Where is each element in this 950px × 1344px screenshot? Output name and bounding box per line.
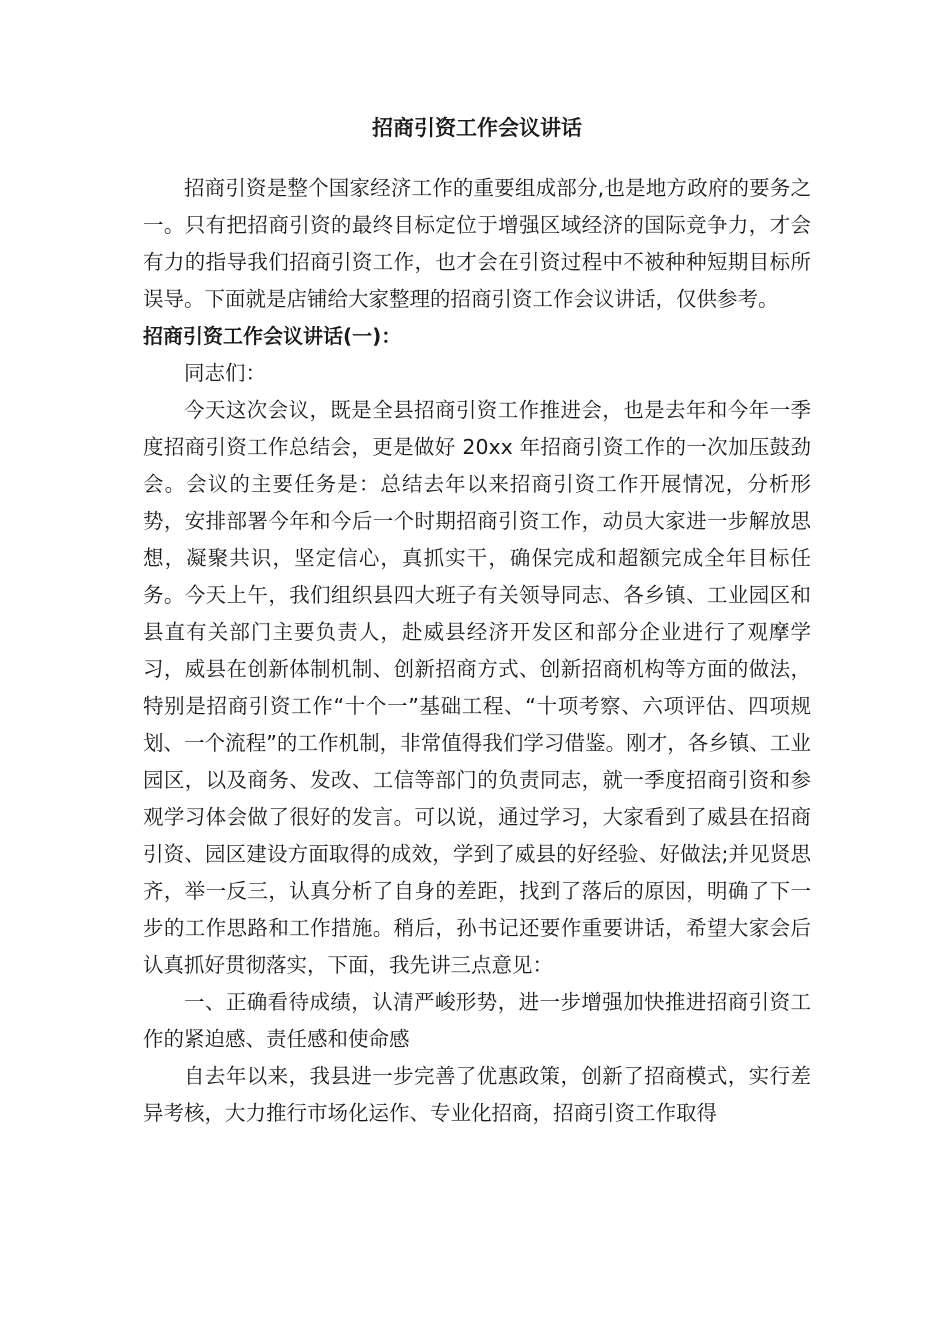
body-paragraph-2: 自去年以来，我县进一步完善了优惠政策，创新了招商模式，实行差异考核，大力推行市场化运作、专业化招商，招商引资工作取得 (143, 1064, 811, 1125)
document-title: 招商引资工作会议讲话 (372, 116, 582, 140)
intro-paragraph: 招商引资是整个国家经济工作的重要组成部分,也是地方政府的要务之一。只有把招商引资的最终目标定位于增强区域经济的国际竞争力，才会有力的指导我们招商引资工作，也才会在引资过程中不被种种短期目标所误导。下面就是店铺给大家整理的招商引资工作会议讲话，仅供参考。 (143, 176, 811, 311)
salutation: 同志们： (184, 361, 266, 385)
section-heading: 招商引资工作会议讲话(一)： (143, 324, 402, 348)
document-page (143, 110, 811, 1132)
body-paragraph-1: 今天这次会议，既是全县招商引资工作推进会，也是去年和今年一季度招商引资工作总结会，更是做好 20xx 年招商引资工作的一次加压鼓劲会。会议的主要任务是：总结去年以来招商引资工作开展情况，分析形势，安排部署今年和今后一个时期招商引资工作，动员大家进一步解放思想，凝聚共识，坚定信心，真抓实干，确保完成和超额完成全年目标任务。今天上午，我们组织县四大班子有关领导同志、各乡镇、工业园区和县直有关部门主要负责人，赴威县经济开发区和部分企业进行了观摩学习，威县在创新体制机制、创新招商方式、创新招商机构等方面的做法，特别是招商引资工作“十个一”基础工程、“十项考察、六项评估、四项规划、一个流程”的工作机制，非常值得我们学习借鉴。刚才，各乡镇、工业园区，以及商务、发改、工信等部门的负责同志，就一季度招商引资和参观学习体会做了很好的发言。可以说，通过学习，大家看到了威县在招商引资、园区建设方面取得的成效，学到了威县的好经验、好做法;并见贤思齐，举一反三，认真分析了自身的差距，找到了落后的原因，明确了下一步的工作思路和工作措施。稍后，孙书记还要作重要讲话，希望大家会后认真抓好贯彻落实，下面，我先讲三点意见： (143, 398, 811, 977)
point-heading-1: 一、正确看待成绩，认清严峻形势，进一步增强加快推进招商引资工作的紧迫感、责任感和使命感 (143, 990, 811, 1051)
